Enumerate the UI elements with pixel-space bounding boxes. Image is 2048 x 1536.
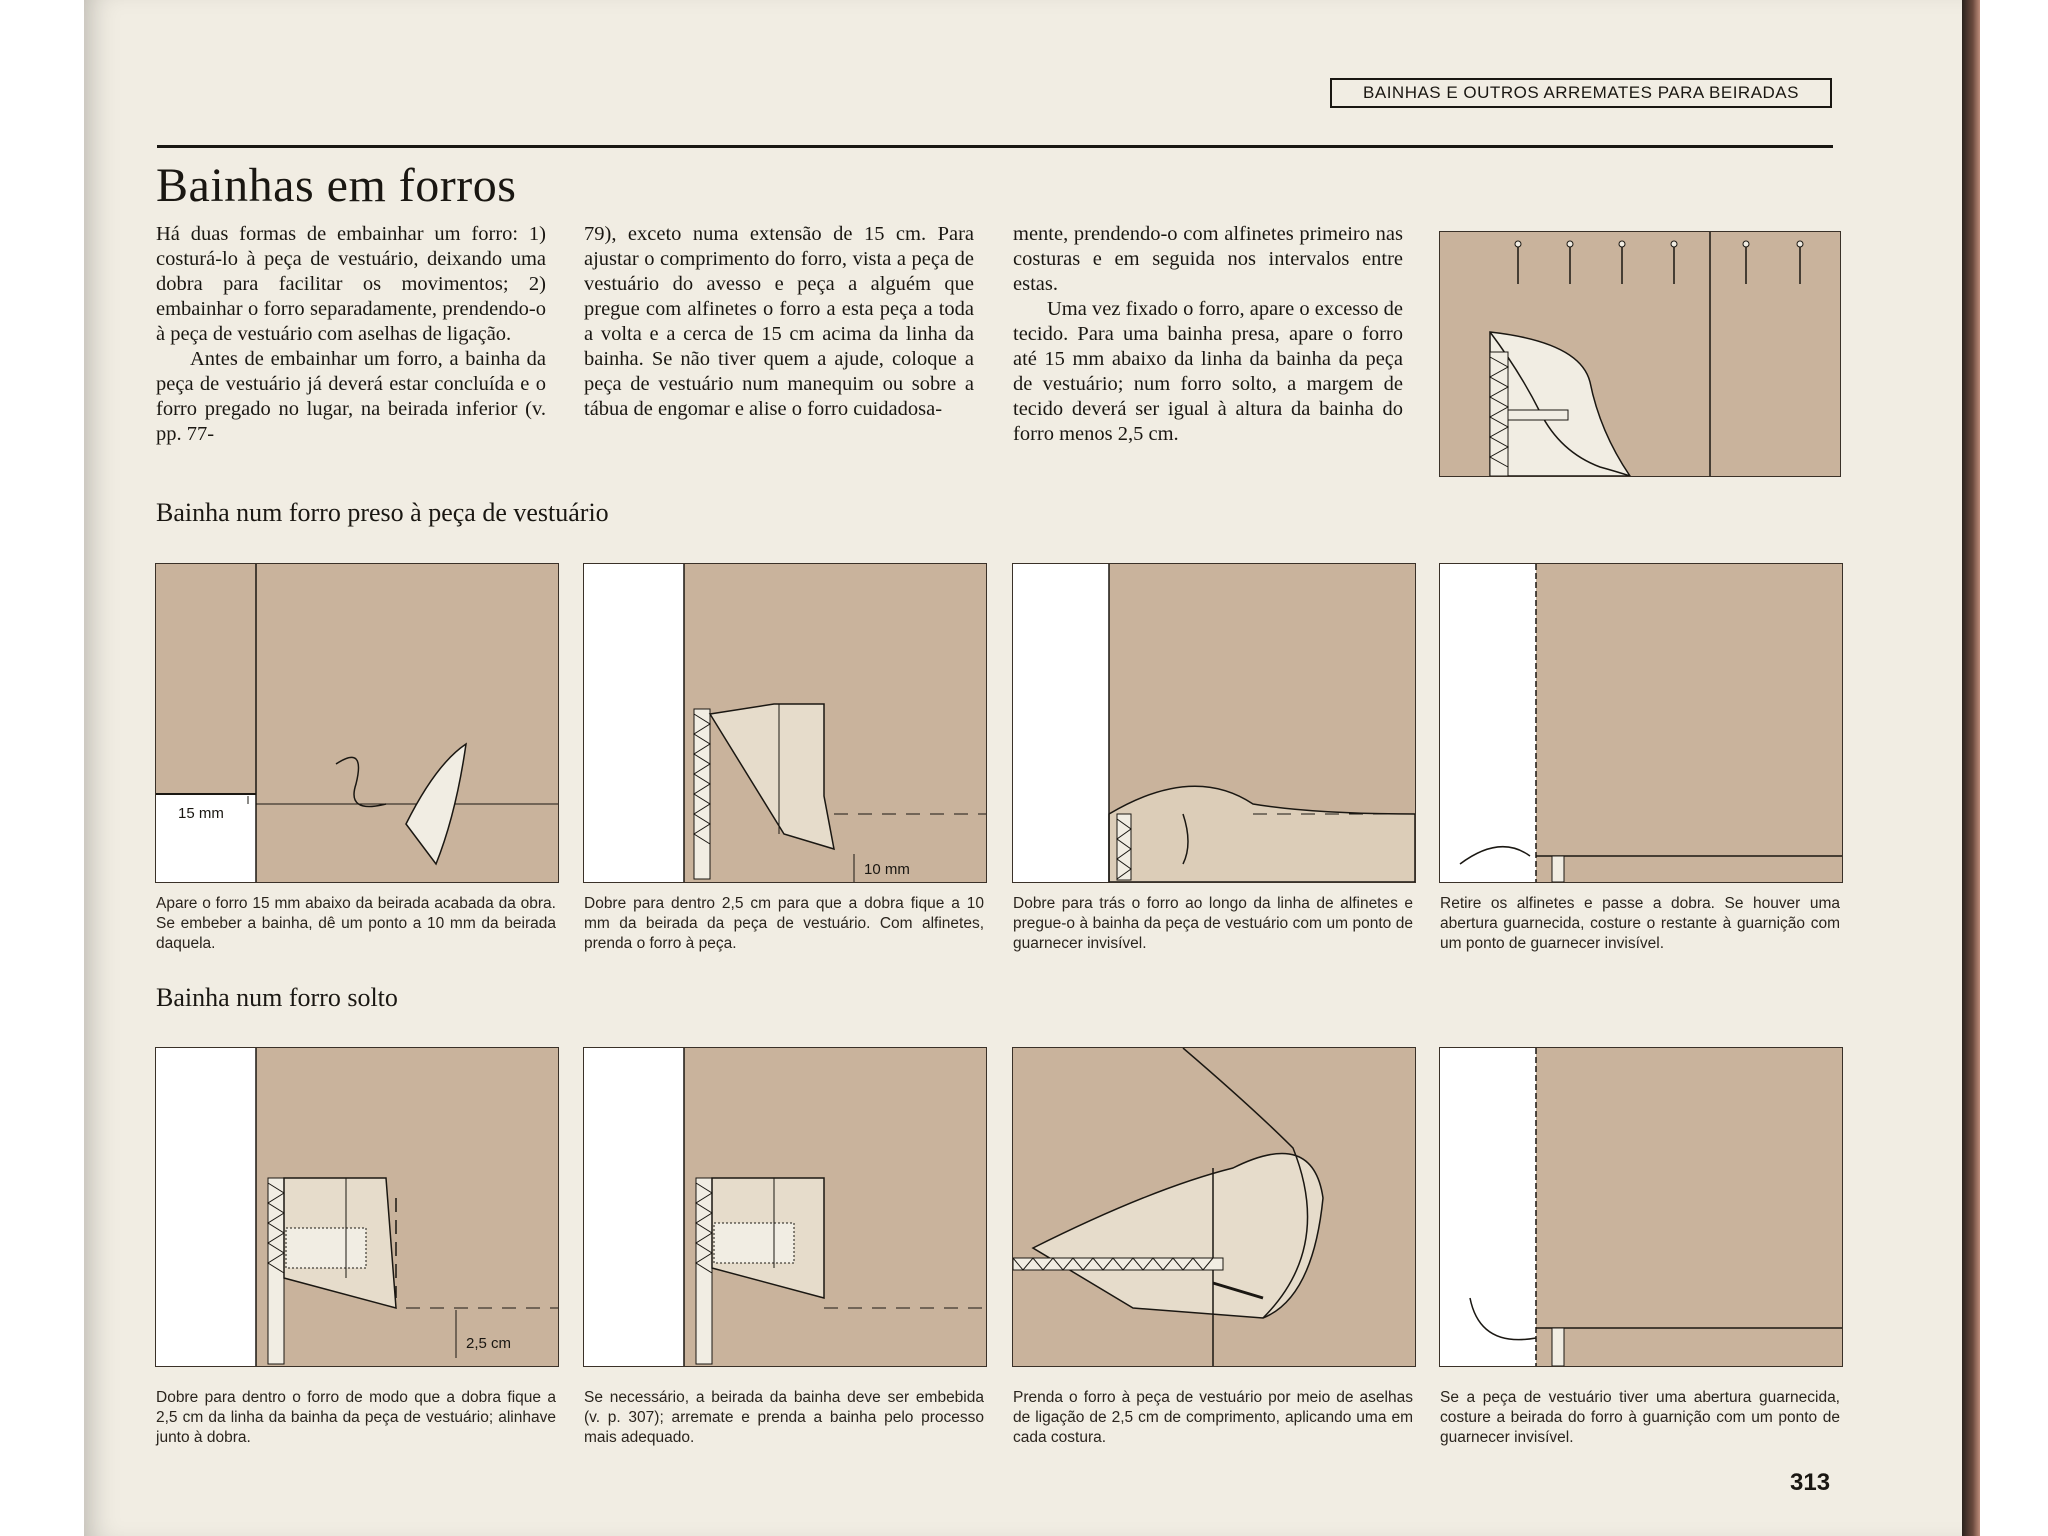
illustration-step-7 [1013,1048,1415,1366]
step-caption: Dobre para dentro 2,5 cm para que a dobra fique a 10 mm da beirada da peça de vestuário. Com alfinetes, prenda o forro à peça. [584,895,984,952]
illustration-step-5 [156,1048,558,1366]
illustration-step-6 [584,1048,986,1366]
page-title: Bainhas em forros [156,159,517,212]
page-number: 313 [1790,1469,1831,1496]
step-caption: Apare o forro 15 mm abaixo da beirada acabada da obra. Se embeber a bainha, dê um ponto a 10 mm da beirada daquela. [156,895,556,952]
intro-column-1 [156,222,546,447]
illustration-lining-pinned [1440,232,1840,476]
book-spine [1962,0,1980,1536]
step-caption: Se a peça de vestuário tiver uma abertura guarnecida, costure a beirada do forro à guarnição com um ponto de guarnecer invisível. [1440,1389,1840,1446]
intro-paragraph: 79), exceto numa extensão de 15 cm. Para ajustar o comprimento do forro, vista a peça de vestuário do avesso e peça a alguém que pregue com alfinetes o forro a esta peça a toda a volta e a cerca de 15 cm acima da linha da bainha. Se não tiver quem a ajude, coloque a peça de vestuário num manequim ou sobre a tábua de engomar e alise o forro cuidadosa- [584,223,974,420]
step-caption: Dobre para trás o forro ao longo da linha de alfinetes e pregue-o à bainha da peça de vestuário com um ponto de guarnecer invisível. [1013,895,1413,952]
step-caption: Retire os alfinetes e passe a dobra. Se houver uma abertura guarnecida, costure o restante à guarnição com um ponto de guarnecer invisível. [1440,895,1840,952]
section-header [1330,78,1832,108]
step-caption: Prenda o forro à peça de vestuário por meio de aselhas de ligação de 2,5 cm de comprimento, aplicando uma em cada costura. [1013,1389,1413,1446]
intro-paragraph: Antes de embainhar um forro, a bainha da peça de vestuário já deverá estar concluída e o forro pregado no lugar, na beirada inferior (v. pp. 77- [156,348,546,445]
intro-paragraph: Uma vez fixado o forro, apare o excesso de tecido. Para uma bainha presa, apare o forro até 15 mm abaixo da linha da bainha da peça de vestuário; num forro solto, a margem de tecido deverá ser igual à altura da bainha do forro menos 2,5 cm. [1013,298,1403,445]
section-heading: Bainha num forro solto [156,983,398,1012]
intro-column-2 [584,222,974,422]
section-heading: Bainha num forro preso à peça de vestuário [156,498,609,527]
measure-label: 15 mm [178,805,224,822]
intro-paragraph: mente, prendendo-o com alfinetes primeiro nas costuras e em seguida nos intervalos entre estas. [1013,223,1403,295]
intro-column-3 [1013,222,1403,447]
header-rule [157,145,1833,148]
illustration-step-8 [1440,1048,1842,1366]
step-caption: Se necessário, a beirada da bainha deve ser embebida (v. p. 307); arremate e prenda a bainha pelo processo mais adequado. [584,1389,984,1446]
illustration-step-2 [584,564,986,882]
step-caption: Dobre para dentro o forro de modo que a dobra fique a 2,5 cm da linha da bainha da peça de vestuário; alinhave junto à dobra. [156,1389,556,1446]
measure-label: 2,5 cm [466,1335,512,1352]
section-header-label: BAINHAS E OUTROS ARREMATES PARA BEIRADAS [1363,83,1799,102]
intro-paragraph: Há duas formas de embainhar um forro: 1) costurá-lo à peça de vestuário, deixando uma dobra para facilitar os movimentos; 2) embainhar o forro separadamente, prendendo-o à peça de vestuário com aselhas de ligação. [156,223,546,345]
illustration-step-3 [1013,564,1415,882]
measure-label: 10 mm [864,861,910,878]
illustration-step-1 [156,564,558,882]
illustration-step-4 [1440,564,1842,882]
